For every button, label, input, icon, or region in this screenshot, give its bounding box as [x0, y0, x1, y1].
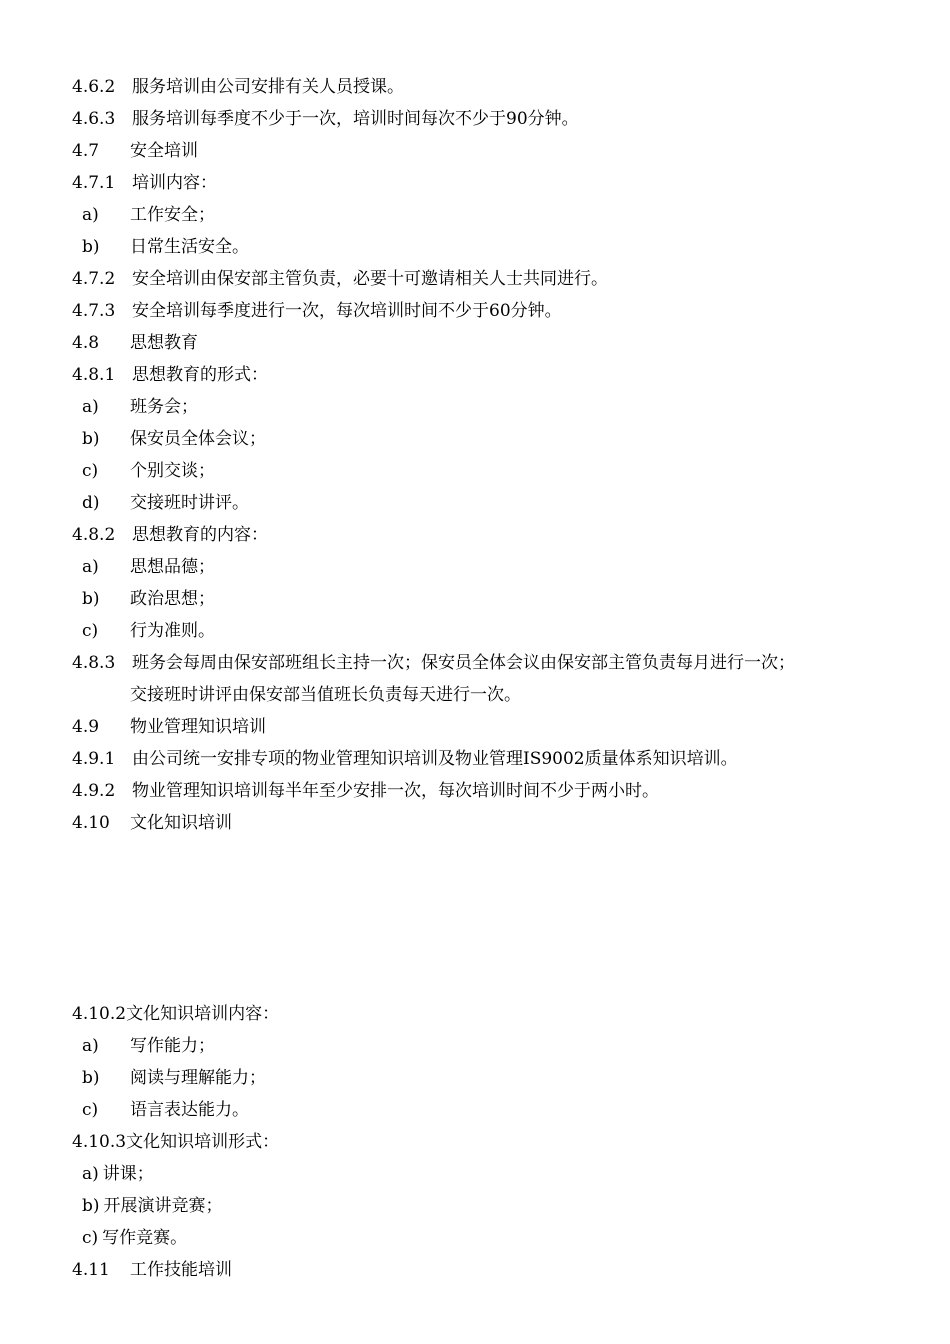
- clause-4-6-2: [72, 71, 404, 103]
- clause-4-8-3: [72, 647, 795, 679]
- list-item: [82, 615, 215, 647]
- section-title: 工作技能培训: [130, 1260, 232, 1280]
- list-marker: c): [82, 621, 99, 641]
- section-number: 4.11: [72, 1260, 110, 1280]
- section-heading-4-11: [72, 1254, 232, 1286]
- clause-4-7-1: [72, 167, 217, 199]
- list-item: [82, 423, 266, 455]
- list-item: [82, 1222, 187, 1254]
- list-marker: b): [82, 237, 100, 257]
- list-item-text: 阅读与理解能力；: [130, 1068, 266, 1088]
- list-item-text: 交接班时讲评。: [130, 493, 249, 513]
- clause-4-9-2: [72, 775, 659, 807]
- clause-4-10-3: [72, 1126, 279, 1158]
- list-item-text: 开展演讲竞赛；: [103, 1196, 223, 1216]
- list-marker: c): [82, 1228, 99, 1248]
- clause-number: 4.6.2: [72, 77, 116, 97]
- list-item: [82, 1030, 215, 1062]
- list-marker: c): [82, 1100, 99, 1120]
- list-item: [82, 1062, 266, 1094]
- list-item: [82, 1094, 249, 1126]
- list-marker: d): [82, 493, 100, 513]
- section-title: 思想教育: [130, 333, 198, 353]
- list-marker: a): [82, 1164, 99, 1184]
- clause-number: 4.8.1: [72, 365, 116, 385]
- clause-number: 4.9.1: [72, 749, 116, 769]
- clause-4-10-2: [72, 998, 279, 1030]
- list-marker: b): [82, 1196, 100, 1216]
- list-item: [82, 583, 215, 615]
- section-heading-4-8: [72, 327, 198, 359]
- list-item-text: 政治思想；: [130, 589, 215, 609]
- clause-text: 由公司统一安排专项的物业管理知识培训及物业管理IS9002质量体系知识培训。: [132, 749, 738, 769]
- list-item: [82, 487, 249, 519]
- list-item-text: 讲课；: [102, 1164, 154, 1184]
- list-item-text: 班务会；: [130, 397, 198, 417]
- list-item-text: 工作安全；: [130, 205, 215, 225]
- list-item: [82, 391, 198, 423]
- clause-text: 交接班时讲评由保安部当值班长负责每天进行一次。: [130, 685, 521, 705]
- clause-4-8-1: [72, 359, 268, 391]
- list-marker: b): [82, 429, 100, 449]
- clause-text: 服务培训由公司安排有关人员授课。: [132, 77, 404, 97]
- section-title: 物业管理知识培训: [130, 717, 266, 737]
- clause-4-7-3: [72, 295, 562, 327]
- clause-4-6-3: [72, 103, 579, 135]
- list-marker: a): [82, 205, 99, 225]
- list-item-text: 行为准则。: [130, 621, 215, 641]
- section-title: 文化知识培训: [130, 813, 232, 833]
- section-number: 4.9: [72, 717, 100, 737]
- clause-text: 班务会每周由保安部班组长主持一次；保安员全体会议由保安部主管负责每月进行一次；: [132, 653, 795, 673]
- clause-number: 4.8.3: [72, 653, 116, 673]
- list-item-text: 语言表达能力。: [130, 1100, 249, 1120]
- clause-text: 培训内容：: [132, 173, 217, 193]
- section-title: 安全培训: [130, 141, 198, 161]
- clause-number: 4.7.3: [72, 301, 116, 321]
- section-heading-4-9: [72, 711, 266, 743]
- list-marker: b): [82, 1068, 100, 1088]
- clause-number: 4.8.2: [72, 525, 116, 545]
- list-marker: c): [82, 461, 99, 481]
- list-item: [82, 231, 249, 263]
- clause-text: 物业管理知识培训每半年至少安排一次，每次培训时间不少于两小时。: [132, 781, 659, 801]
- clause-number: 4.10.2: [72, 1004, 127, 1024]
- clause-text: 文化知识培训内容：: [126, 1004, 280, 1024]
- clause-text: 思想教育的内容：: [132, 525, 268, 545]
- list-item-text: 个别交谈；: [130, 461, 215, 481]
- list-item: [82, 551, 215, 583]
- clause-text: 安全培训由保安部主管负责，必要十可邀请相关人士共同进行。: [132, 269, 608, 289]
- list-marker: a): [82, 557, 99, 577]
- list-item-text: 思想品德；: [130, 557, 215, 577]
- list-item: [82, 1190, 223, 1222]
- clause-number: 4.7.2: [72, 269, 116, 289]
- clause-number: 4.7.1: [72, 173, 116, 193]
- list-item-text: 保安员全体会议；: [130, 429, 266, 449]
- section-number: 4.8: [72, 333, 100, 353]
- clause-number: 4.10.3: [72, 1132, 127, 1152]
- list-item: [82, 199, 215, 231]
- list-marker: a): [82, 1036, 99, 1056]
- clause-text: 思想教育的形式：: [132, 365, 268, 385]
- list-marker: b): [82, 589, 100, 609]
- list-item: [82, 455, 215, 487]
- clause-number: 4.6.3: [72, 109, 116, 129]
- section-heading-4-10: [72, 807, 232, 839]
- list-item-text: 日常生活安全。: [130, 237, 249, 257]
- clause-4-8-2: [72, 519, 268, 551]
- clause-4-9-1: [72, 743, 738, 775]
- clause-continuation: [130, 679, 521, 711]
- clause-4-7-2: [72, 263, 608, 295]
- list-item-text: 写作能力；: [130, 1036, 215, 1056]
- clause-number: 4.9.2: [72, 781, 116, 801]
- list-item-text: 写作竞赛。: [102, 1228, 188, 1248]
- clause-text: 服务培训每季度不少于一次，培训时间每次不少于90分钟。: [132, 109, 579, 129]
- section-heading-4-7: [72, 135, 198, 167]
- section-number: 4.10: [72, 813, 110, 833]
- clause-text: 文化知识培训形式：: [126, 1132, 280, 1152]
- list-marker: a): [82, 397, 99, 417]
- list-item: [82, 1158, 154, 1190]
- clause-text: 安全培训每季度进行一次，每次培训时间不少于60分钟。: [132, 301, 562, 321]
- section-number: 4.7: [72, 141, 100, 161]
